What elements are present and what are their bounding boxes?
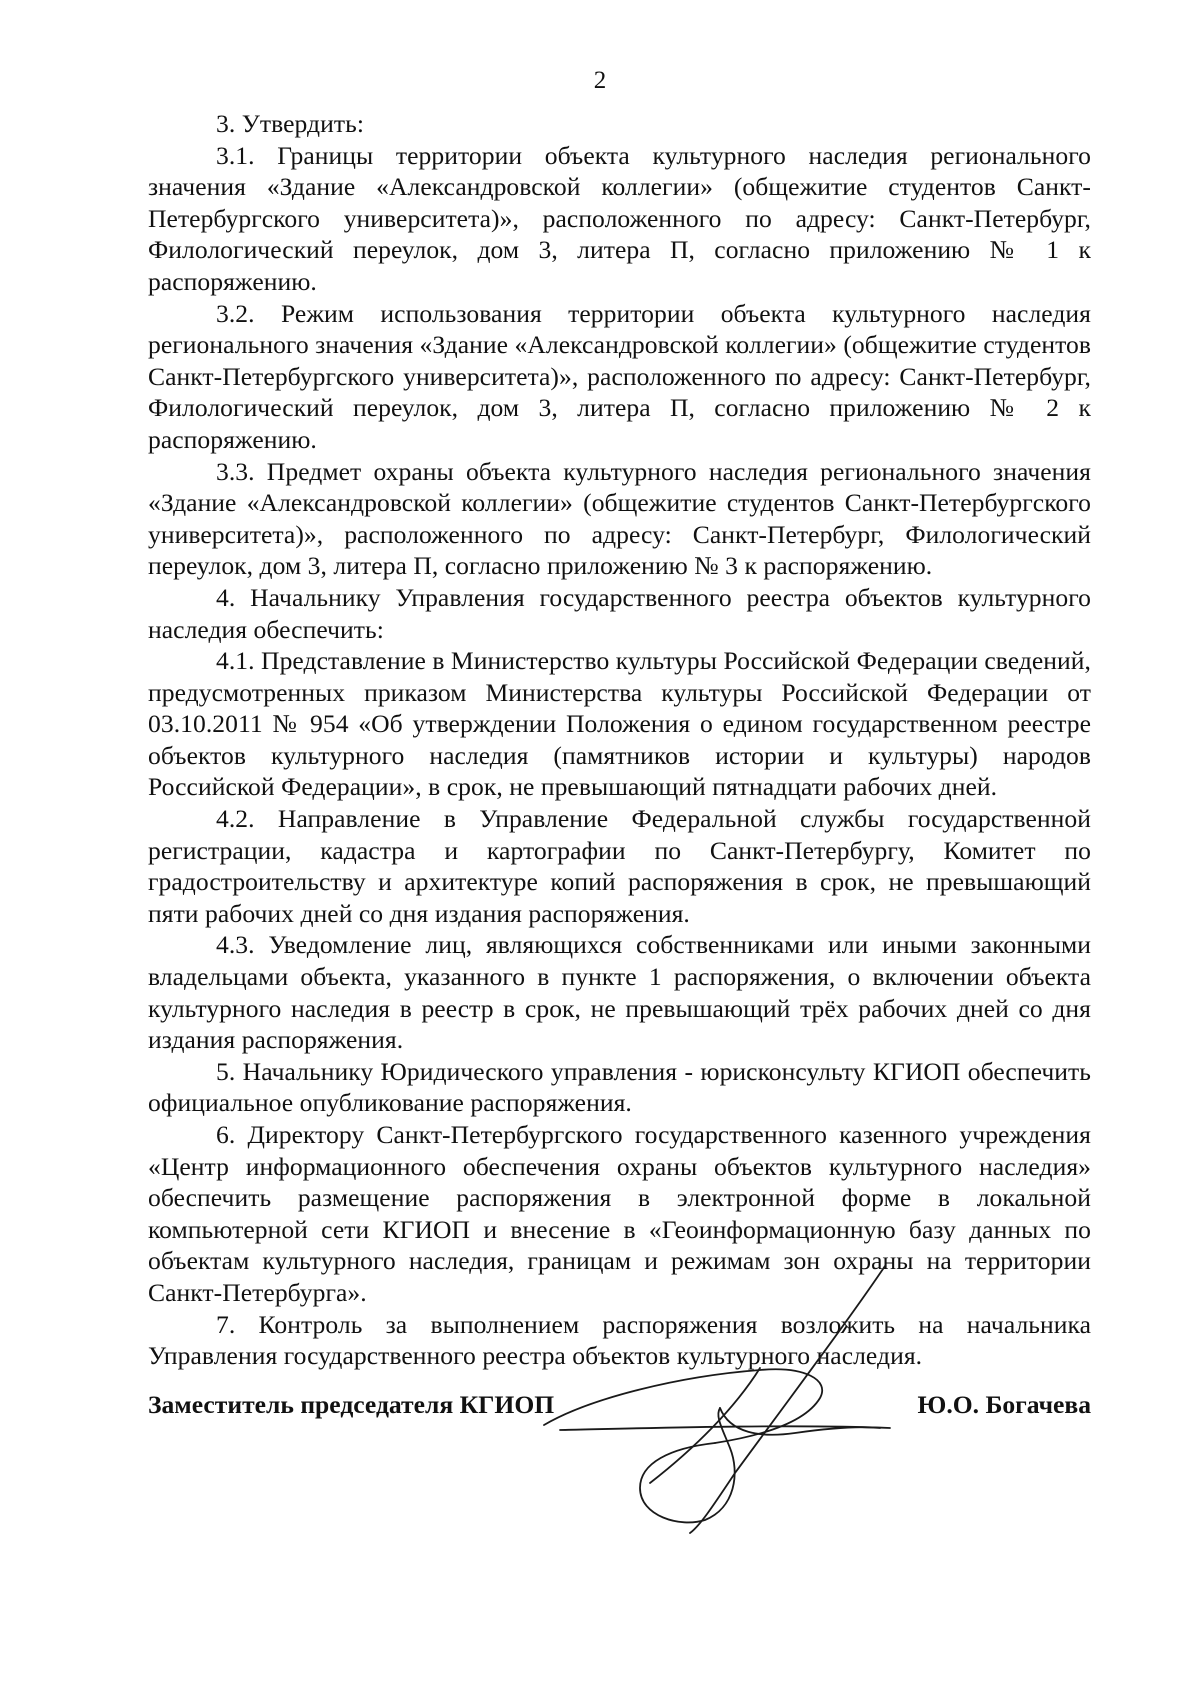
signer-name: Ю.О. Богачева: [917, 1390, 1091, 1419]
paragraph-3: 3. Утвердить:: [216, 109, 364, 138]
document-body: [148, 108, 1091, 1372]
paragraph-6: 6. Директору Санкт-Петербургского государственного казенного учреждения «Центр информационного обеспечения охраны объектов культурного наследия» обеспечить размещение распоряжения в электронной форме в локальной компьютерной сети КГИОП и внесение в «Геоинформационную базу данных по объектам культурного наследия, границам и режимам зон охраны на территории Санкт-Петербурга».: [148, 1120, 1091, 1307]
paragraph-4-2: 4.2. Направление в Управление Федеральной службы государственной регистрации, кадастра и картографии по Санкт-Петербургу, Комитет по градостроительству и архитектуре копий распоряжения в срок, не превышающий пяти рабочих дней со дня издания распоряжения.: [148, 804, 1091, 928]
paragraph-4-1: 4.1. Представление в Министерство культуры Российской Федерации сведений, предусмотренных приказом Министерства культуры Российской Федерации от 03.10.2011 № 954 «Об утверждении Положения о едином государственном реестре объектов культурного наследия (памятников истории и культуры) народов Российской Федерации», в срок, не превышающий пятнадцати рабочих дней.: [148, 646, 1091, 802]
handwritten-signature: [530, 1258, 970, 1538]
page-number: 2: [593, 67, 607, 94]
paragraph-3-1: 3.1. Границы территории объекта культурного наследия регионального значения «Здание «Александровской коллегии» (общежитие студентов Санкт-Петербургского университета)», расположенного по адресу: Санкт-Петербург, Филологический переулок, дом 3, литера П, согласно приложению № 1 к распоряжению.: [148, 140, 1091, 296]
paragraph-7: 7. Контроль за выполнением распоряжения возложить на начальника Управления государственного реестра объектов культурного наследия.: [148, 1309, 1091, 1371]
paragraph-3-2: 3.2. Режим использования территории объекта культурного наследия регионального значения «Здание «Александровской коллегии» (общежитие студентов Санкт-Петербургского университета)», расположенного по адресу: Санкт-Петербург, Филологический переулок, дом 3, литера П, согласно приложению № 2 к распоряжению.: [148, 298, 1091, 454]
paragraph-3-3: 3.3. Предмет охраны объекта культурного наследия регионального значения «Здание «Александровской коллегии» (общежитие студентов Санкт-Петербургского университета)», расположенного по адресу: Санкт-Петербург, Филологический переулок, дом 3, литера П, согласно приложению № 3 к распоряжению.: [148, 456, 1091, 581]
paragraph-5: 5. Начальнику Юридического управления - юрисконсульту КГИОП обеспечить официальное опубликование распоряжения.: [148, 1056, 1091, 1118]
paragraph-4: 4. Начальнику Управления государственного реестра объектов культурного наследия обеспечить:: [148, 582, 1091, 644]
signer-title: Заместитель председателя КГИОП: [148, 1390, 555, 1419]
paragraph-4-3: 4.3. Уведомление лиц, являющихся собственниками или иными законными владельцами объекта, указанного в пункте 1 распоряжения, о включении объекта культурного наследия в реестр в срок, не превышающий трёх рабочих дней со дня издания распоряжения.: [148, 930, 1091, 1055]
